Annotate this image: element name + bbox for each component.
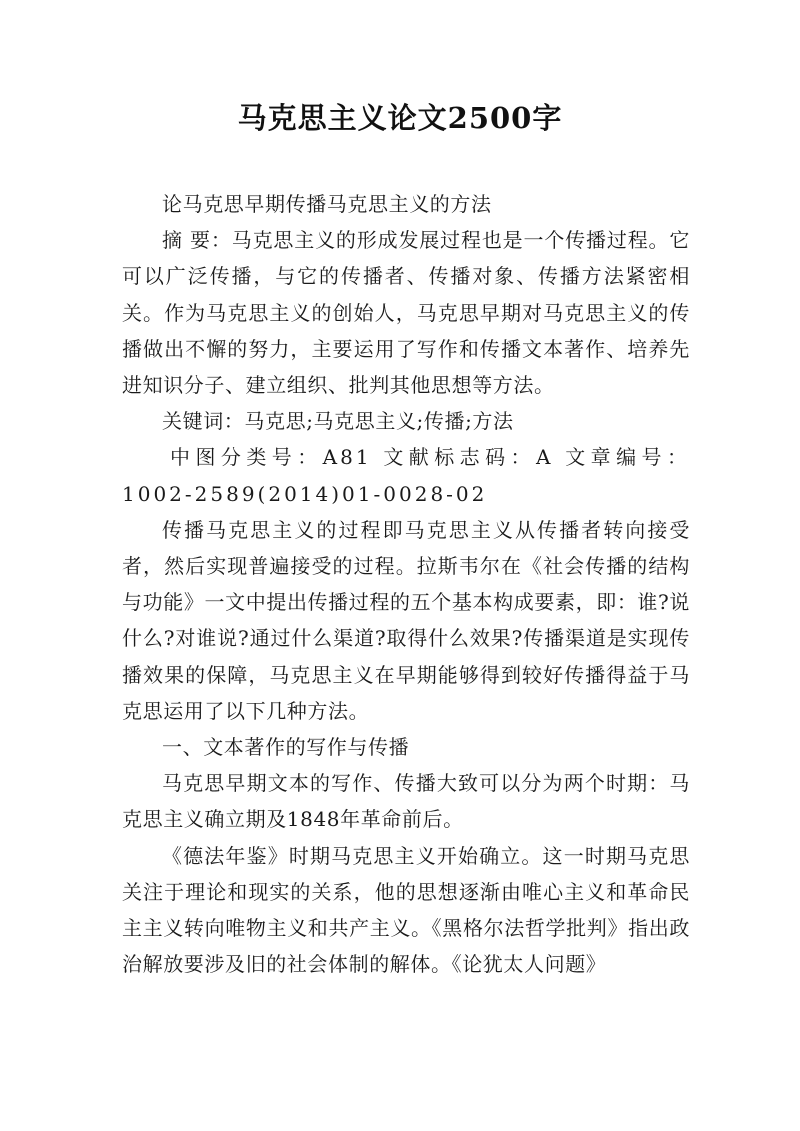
paragraph-yearbook: 《德法年鉴》时期马克思主义开始确立。这一时期马克思关注于理论和现实的关系，他的思想逐渐由唯心主义和革命民主主义转向唯物主义和共产主义。《黑格尔法哲学批判》指出政治解放要涉及旧的社会体制的解体。《论犹太人问题》 <box>122 843 690 977</box>
paragraph-intro: 传播马克思主义的过程即马克思主义从传播者转向接受者，然后实现普遍接受的过程。拉斯韦尔在《社会传播的结构与功能》一文中提出传播过程的五个基本构成要素，即：谁?说什么?对谁说?通过什么渠道?取得什么效果?传播渠道是实现传播效果的保障，马克思主义在早期能够得到较好传播得益于马克思运用了以下几种方法。 <box>122 517 690 723</box>
section-heading: 一、文本著作的写作与传播 <box>162 735 410 760</box>
document-title: 马克思主义论文2500字 <box>237 101 563 135</box>
paragraph-periods: 马克思早期文本的写作、传播大致可以分为两个时期：马克思主义确立期及1848年革命前后。 <box>122 771 690 832</box>
paragraph-subtitle: 论马克思早期传播马克思主义的方法 <box>162 192 492 216</box>
paragraph-keywords: 关键词：马克思;马克思主义;传播;方法 <box>162 409 514 434</box>
paragraph-classification: 中图分类号：A81 文献标志码：A 文章编号：1002-2589(2014)01-0028-02 <box>122 445 690 506</box>
document-body <box>122 186 690 982</box>
paragraph-abstract: 摘 要：马克思主义的形成发展过程也是一个传播过程。它可以广泛传播，与它的传播者、传播对象、传播方法紧密相关。作为马克思主义的创始人，马克思早期对马克思主义的传播做出不懈的努力，主要运用了写作和传播文本著作、培养先进知识分子、建立组织、批判其他思想等方法。 <box>122 228 690 398</box>
